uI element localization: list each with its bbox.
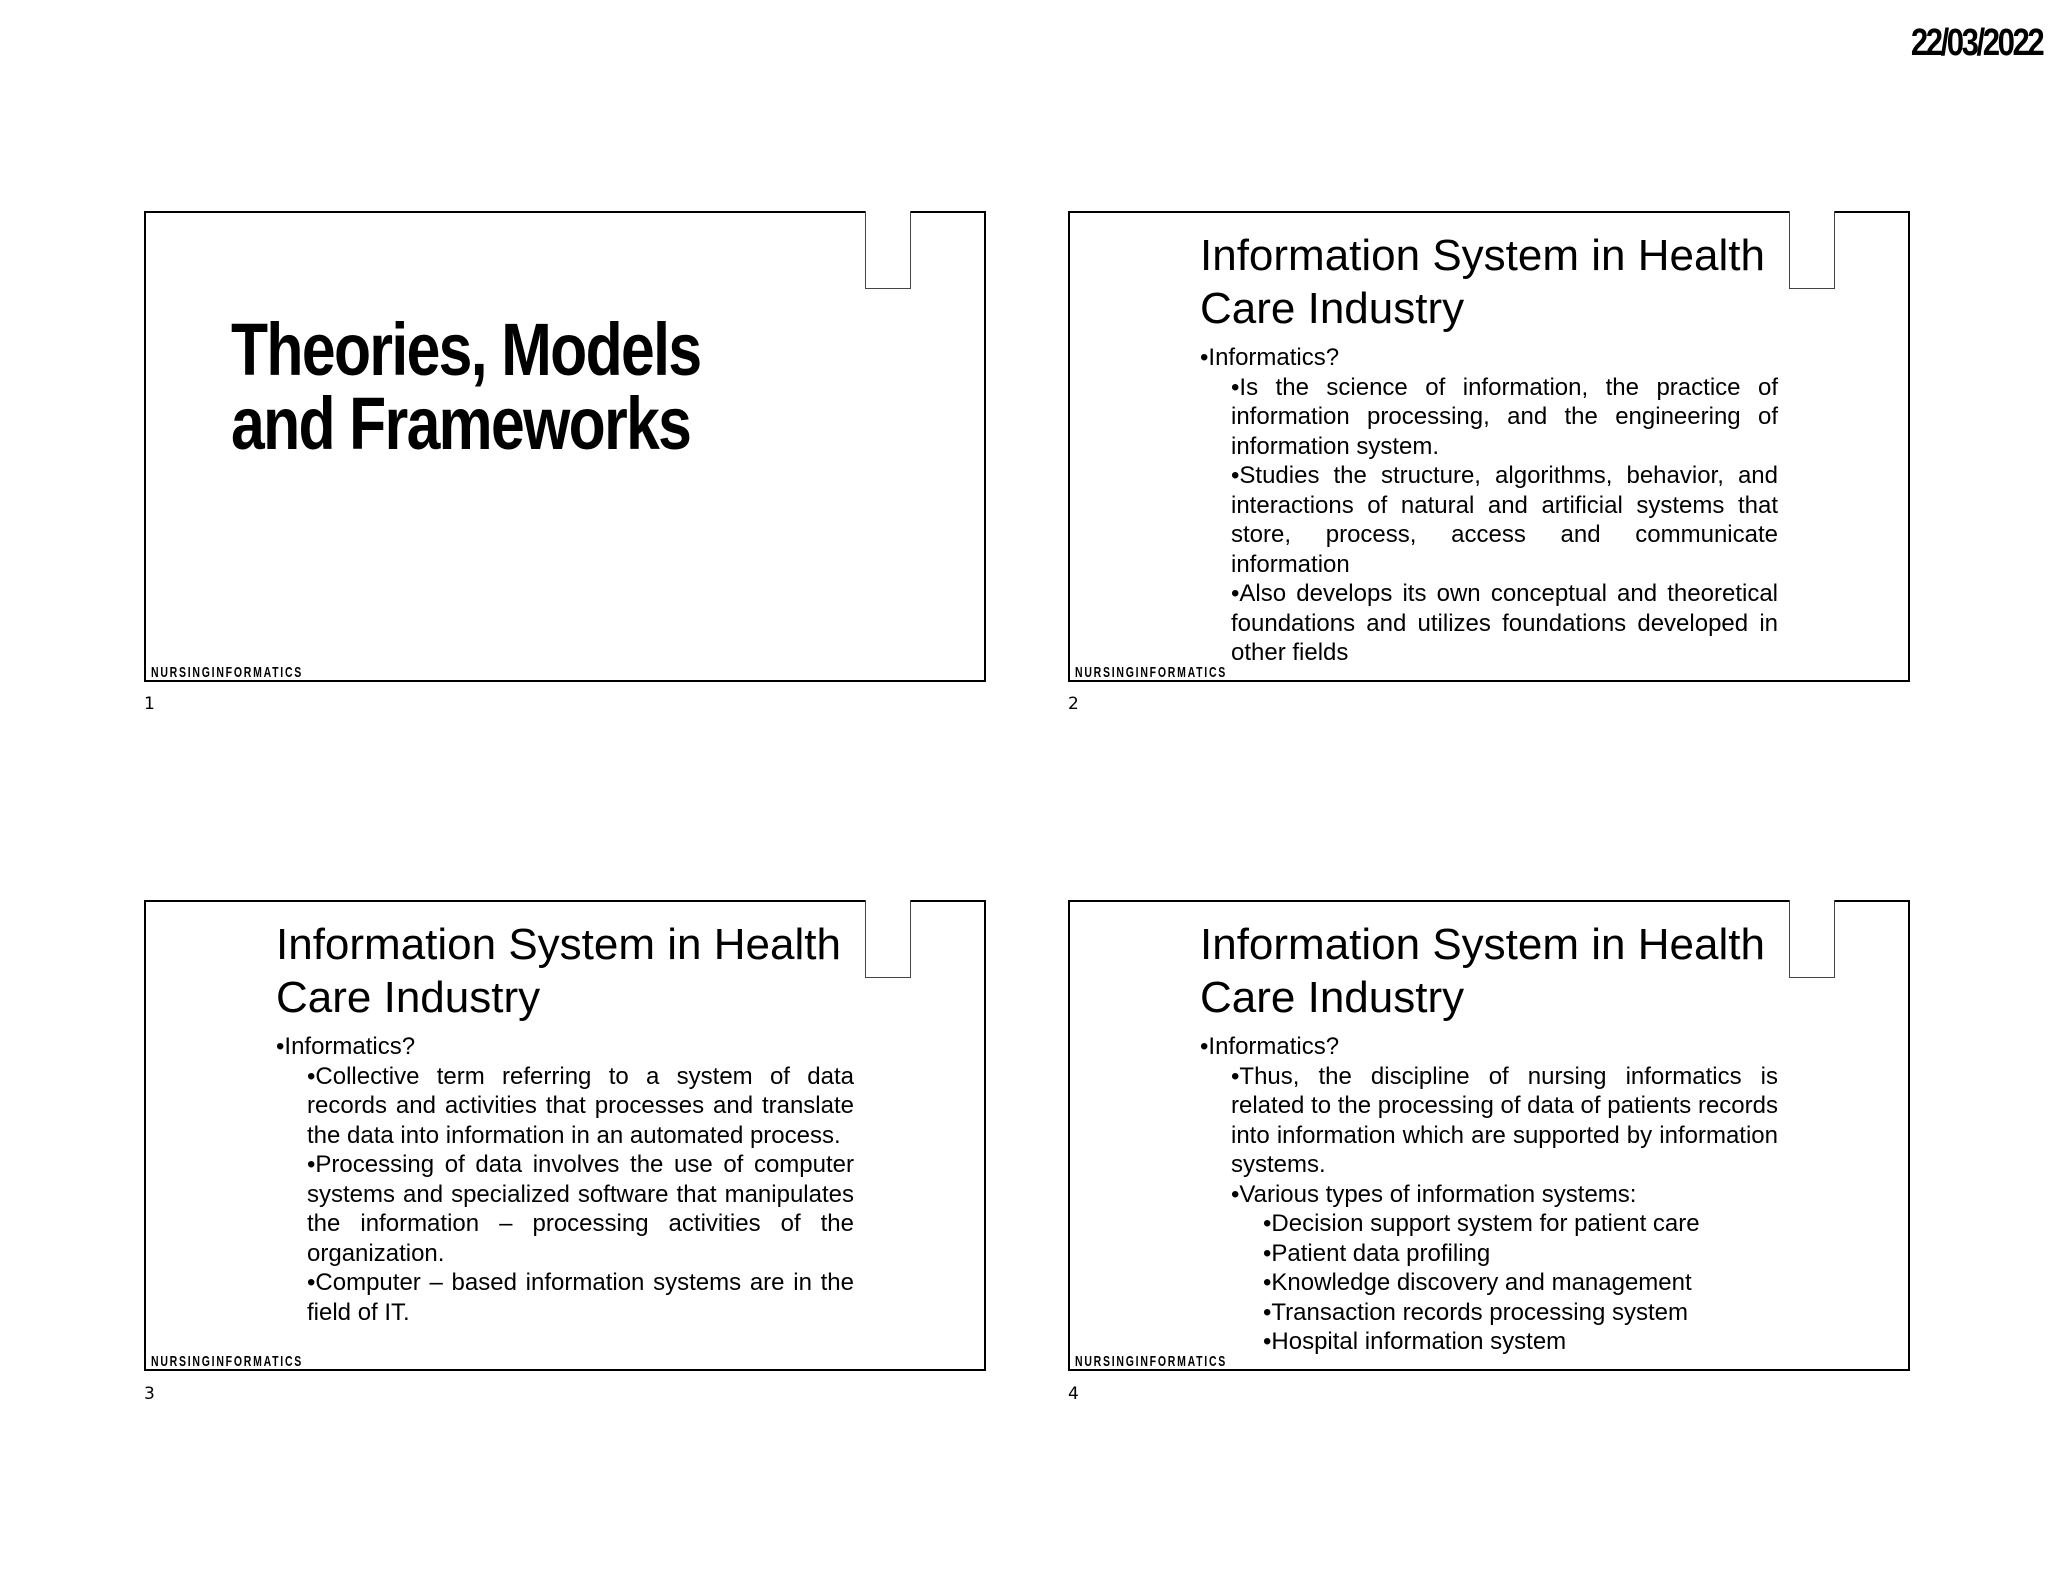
slide-footer: NURSINGINFORMATICS bbox=[151, 664, 304, 681]
sub-bullet-item: •Transaction records processing system bbox=[1263, 1298, 1689, 1326]
slide-1 bbox=[144, 211, 986, 682]
bullet-question: •Informatics? bbox=[1200, 1033, 1340, 1060]
bullet-item: •Also develops its own conceptual and theoretical foundations and utilizes foundations developed in other fields bbox=[1231, 580, 1778, 666]
bullet-item: •Various types of information systems: bbox=[1231, 1180, 1637, 1208]
slide-content bbox=[1200, 1032, 1778, 1357]
slide-content bbox=[276, 1032, 854, 1327]
slide-footer: NURSINGINFORMATICS bbox=[1075, 664, 1228, 681]
bullet-question: •Informatics? bbox=[276, 1033, 416, 1060]
slide-title: Information System in Health Care Industry bbox=[1200, 231, 1765, 333]
slide-corner-box bbox=[1789, 211, 1835, 289]
slide-2 bbox=[1068, 211, 1910, 682]
slide-4 bbox=[1068, 900, 1910, 1371]
slide-number: 4 bbox=[1068, 1384, 1079, 1404]
slide-title: Theories, Models and Frameworks bbox=[231, 308, 701, 465]
page-date: 22/03/2022 bbox=[1910, 22, 2042, 64]
slide-corner-box bbox=[1789, 900, 1835, 978]
slide-corner-box bbox=[865, 211, 911, 289]
bullet-item: •Studies the structure, algorithms, behavior, and interactions of natural and artificial systems that store, process, access and communicate information bbox=[1231, 462, 1778, 578]
bullet-item: •Thus, the discipline of nursing informatics is related to the processing of data of patients records into information which are supported by information systems. bbox=[1231, 1062, 1778, 1178]
sub-bullet-item: •Knowledge discovery and management bbox=[1263, 1269, 1692, 1296]
slide-title: Information System in Health Care Industry bbox=[1200, 920, 1765, 1022]
slide-content bbox=[1200, 343, 1778, 668]
bullet-item: •Computer – based information systems are in the field of IT. bbox=[307, 1269, 854, 1326]
slide-footer: NURSINGINFORMATICS bbox=[151, 1353, 304, 1370]
sub-bullet-item: •Hospital information system bbox=[1263, 1328, 1567, 1355]
slide-footer: NURSINGINFORMATICS bbox=[1075, 1353, 1228, 1370]
slide-number: 3 bbox=[144, 1384, 155, 1404]
slide-number: 1 bbox=[144, 694, 155, 714]
sub-bullet-item: •Patient data profiling bbox=[1263, 1239, 1491, 1267]
bullet-question: •Informatics? bbox=[1200, 344, 1340, 371]
slide-3 bbox=[144, 900, 986, 1371]
slide-number: 2 bbox=[1068, 694, 1079, 714]
slide-corner-box bbox=[865, 900, 911, 978]
slide-title: Information System in Health Care Industry bbox=[276, 920, 841, 1022]
sub-bullet-item: •Decision support system for patient care bbox=[1263, 1210, 1700, 1237]
bullet-item: •Collective term referring to a system of data records and activities that processes and translate the data into information in an automated process. bbox=[307, 1062, 854, 1149]
bullet-item: •Is the science of information, the practice of information processing, and the engineering of information system. bbox=[1231, 373, 1778, 460]
bullet-item: •Processing of data involves the use of computer systems and specialized software that manipulates the information – processing activities of the organization. bbox=[307, 1151, 854, 1267]
